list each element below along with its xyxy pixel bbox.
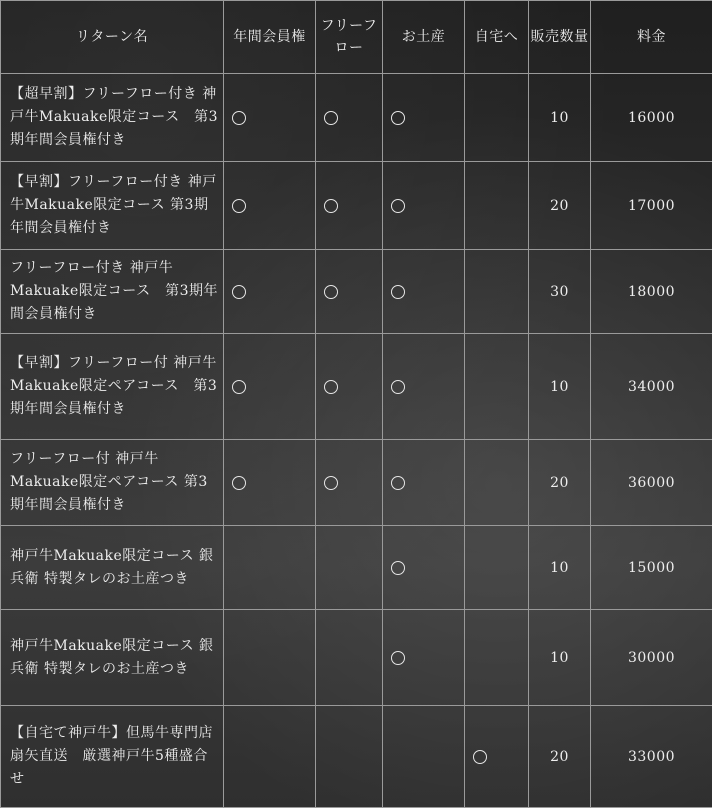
membership-cell [224, 440, 316, 526]
circle-check-icon [324, 380, 338, 394]
free-flow-cell [316, 334, 383, 440]
circle-check-icon [391, 651, 405, 665]
souvenir-cell [383, 440, 465, 526]
souvenir-cell [383, 74, 465, 162]
home-cell [465, 74, 529, 162]
membership-cell [224, 526, 316, 610]
home-cell [465, 610, 529, 706]
table-row [1, 440, 712, 526]
circle-check-icon [232, 199, 246, 213]
free-flow-cell [316, 706, 383, 808]
circle-check-icon [391, 199, 405, 213]
home-cell [465, 250, 529, 334]
home-cell [465, 440, 529, 526]
souvenir-cell [383, 706, 465, 808]
return-name-cell: フリーフロー付 神戸牛Makuake限定ペアコース 第3期年間会員権付き [1, 440, 224, 526]
table-row [1, 74, 712, 162]
free-flow-cell [316, 610, 383, 706]
membership-cell [224, 74, 316, 162]
free-flow-cell [316, 162, 383, 250]
price-cell: 36000 [591, 440, 712, 526]
souvenir-cell [383, 526, 465, 610]
price-cell: 34000 [591, 334, 712, 440]
price-cell: 33000 [591, 706, 712, 808]
price-cell: 15000 [591, 526, 712, 610]
circle-check-icon [324, 199, 338, 213]
return-name-cell: 【超早割】フリーフロー付き 神戸牛Makuake限定コース 第3期年間会員権付き [1, 74, 224, 162]
price-cell: 30000 [591, 610, 712, 706]
souvenir-cell [383, 610, 465, 706]
return-name-cell: 【早割】フリーフロー付 神戸牛Makuake限定ペアコース 第3期年間会員権付き [1, 334, 224, 440]
membership-cell [224, 334, 316, 440]
home-cell [465, 526, 529, 610]
header-price: 料金 [591, 1, 712, 74]
circle-check-icon [232, 380, 246, 394]
circle-check-icon [391, 380, 405, 394]
home-cell [465, 334, 529, 440]
membership-cell [224, 706, 316, 808]
souvenir-cell [383, 334, 465, 440]
return-name-cell: フリーフロー付き 神戸牛Makuake限定コース 第3期年間会員権付き [1, 250, 224, 334]
table-row [1, 610, 712, 706]
table-row [1, 250, 712, 334]
header-free-flow: フリーフロー [316, 1, 383, 74]
quantity-cell: 10 [529, 334, 591, 440]
circle-check-icon [324, 111, 338, 125]
free-flow-cell [316, 250, 383, 334]
return-name-cell: 神戸牛Makuake限定コース 銀兵衛 特製タレのお土産つき [1, 610, 224, 706]
quantity-cell: 10 [529, 526, 591, 610]
header-quantity: 販売数量 [529, 1, 591, 74]
price-cell: 18000 [591, 250, 712, 334]
circle-check-icon [232, 285, 246, 299]
header-souvenir: お土産 [383, 1, 465, 74]
quantity-cell: 10 [529, 610, 591, 706]
table-row [1, 706, 712, 808]
header-home: 自宅へ [465, 1, 529, 74]
souvenir-cell [383, 250, 465, 334]
quantity-cell: 10 [529, 74, 591, 162]
price-cell: 17000 [591, 162, 712, 250]
free-flow-cell [316, 74, 383, 162]
return-name-cell: 【自宅て神戸牛】但馬牛専門店 扇矢直送 厳選神戸牛5種盛合せ [1, 706, 224, 808]
circle-check-icon [324, 476, 338, 490]
circle-check-icon [473, 750, 487, 764]
circle-check-icon [391, 111, 405, 125]
table-row [1, 334, 712, 440]
circle-check-icon [391, 561, 405, 575]
header-name: リターン名 [1, 1, 224, 74]
quantity-cell: 30 [529, 250, 591, 334]
home-cell [465, 706, 529, 808]
free-flow-cell [316, 440, 383, 526]
quantity-cell: 20 [529, 162, 591, 250]
membership-cell [224, 250, 316, 334]
home-cell [465, 162, 529, 250]
souvenir-cell [383, 162, 465, 250]
quantity-cell: 20 [529, 706, 591, 808]
circle-check-icon [391, 285, 405, 299]
header-row [1, 1, 712, 74]
return-name-cell: 神戸牛Makuake限定コース 銀兵衛 特製タレのお土産つき [1, 526, 224, 610]
table-row [1, 162, 712, 250]
membership-cell [224, 162, 316, 250]
return-name-cell: 【早割】フリーフロー付き 神戸牛Makuake限定コース 第3期年間会員権付き [1, 162, 224, 250]
free-flow-cell [316, 526, 383, 610]
circle-check-icon [391, 476, 405, 490]
membership-cell [224, 610, 316, 706]
circle-check-icon [232, 111, 246, 125]
header-membership: 年間会員権 [224, 1, 316, 74]
table-row [1, 526, 712, 610]
circle-check-icon [324, 285, 338, 299]
quantity-cell: 20 [529, 440, 591, 526]
price-cell: 16000 [591, 74, 712, 162]
circle-check-icon [232, 476, 246, 490]
